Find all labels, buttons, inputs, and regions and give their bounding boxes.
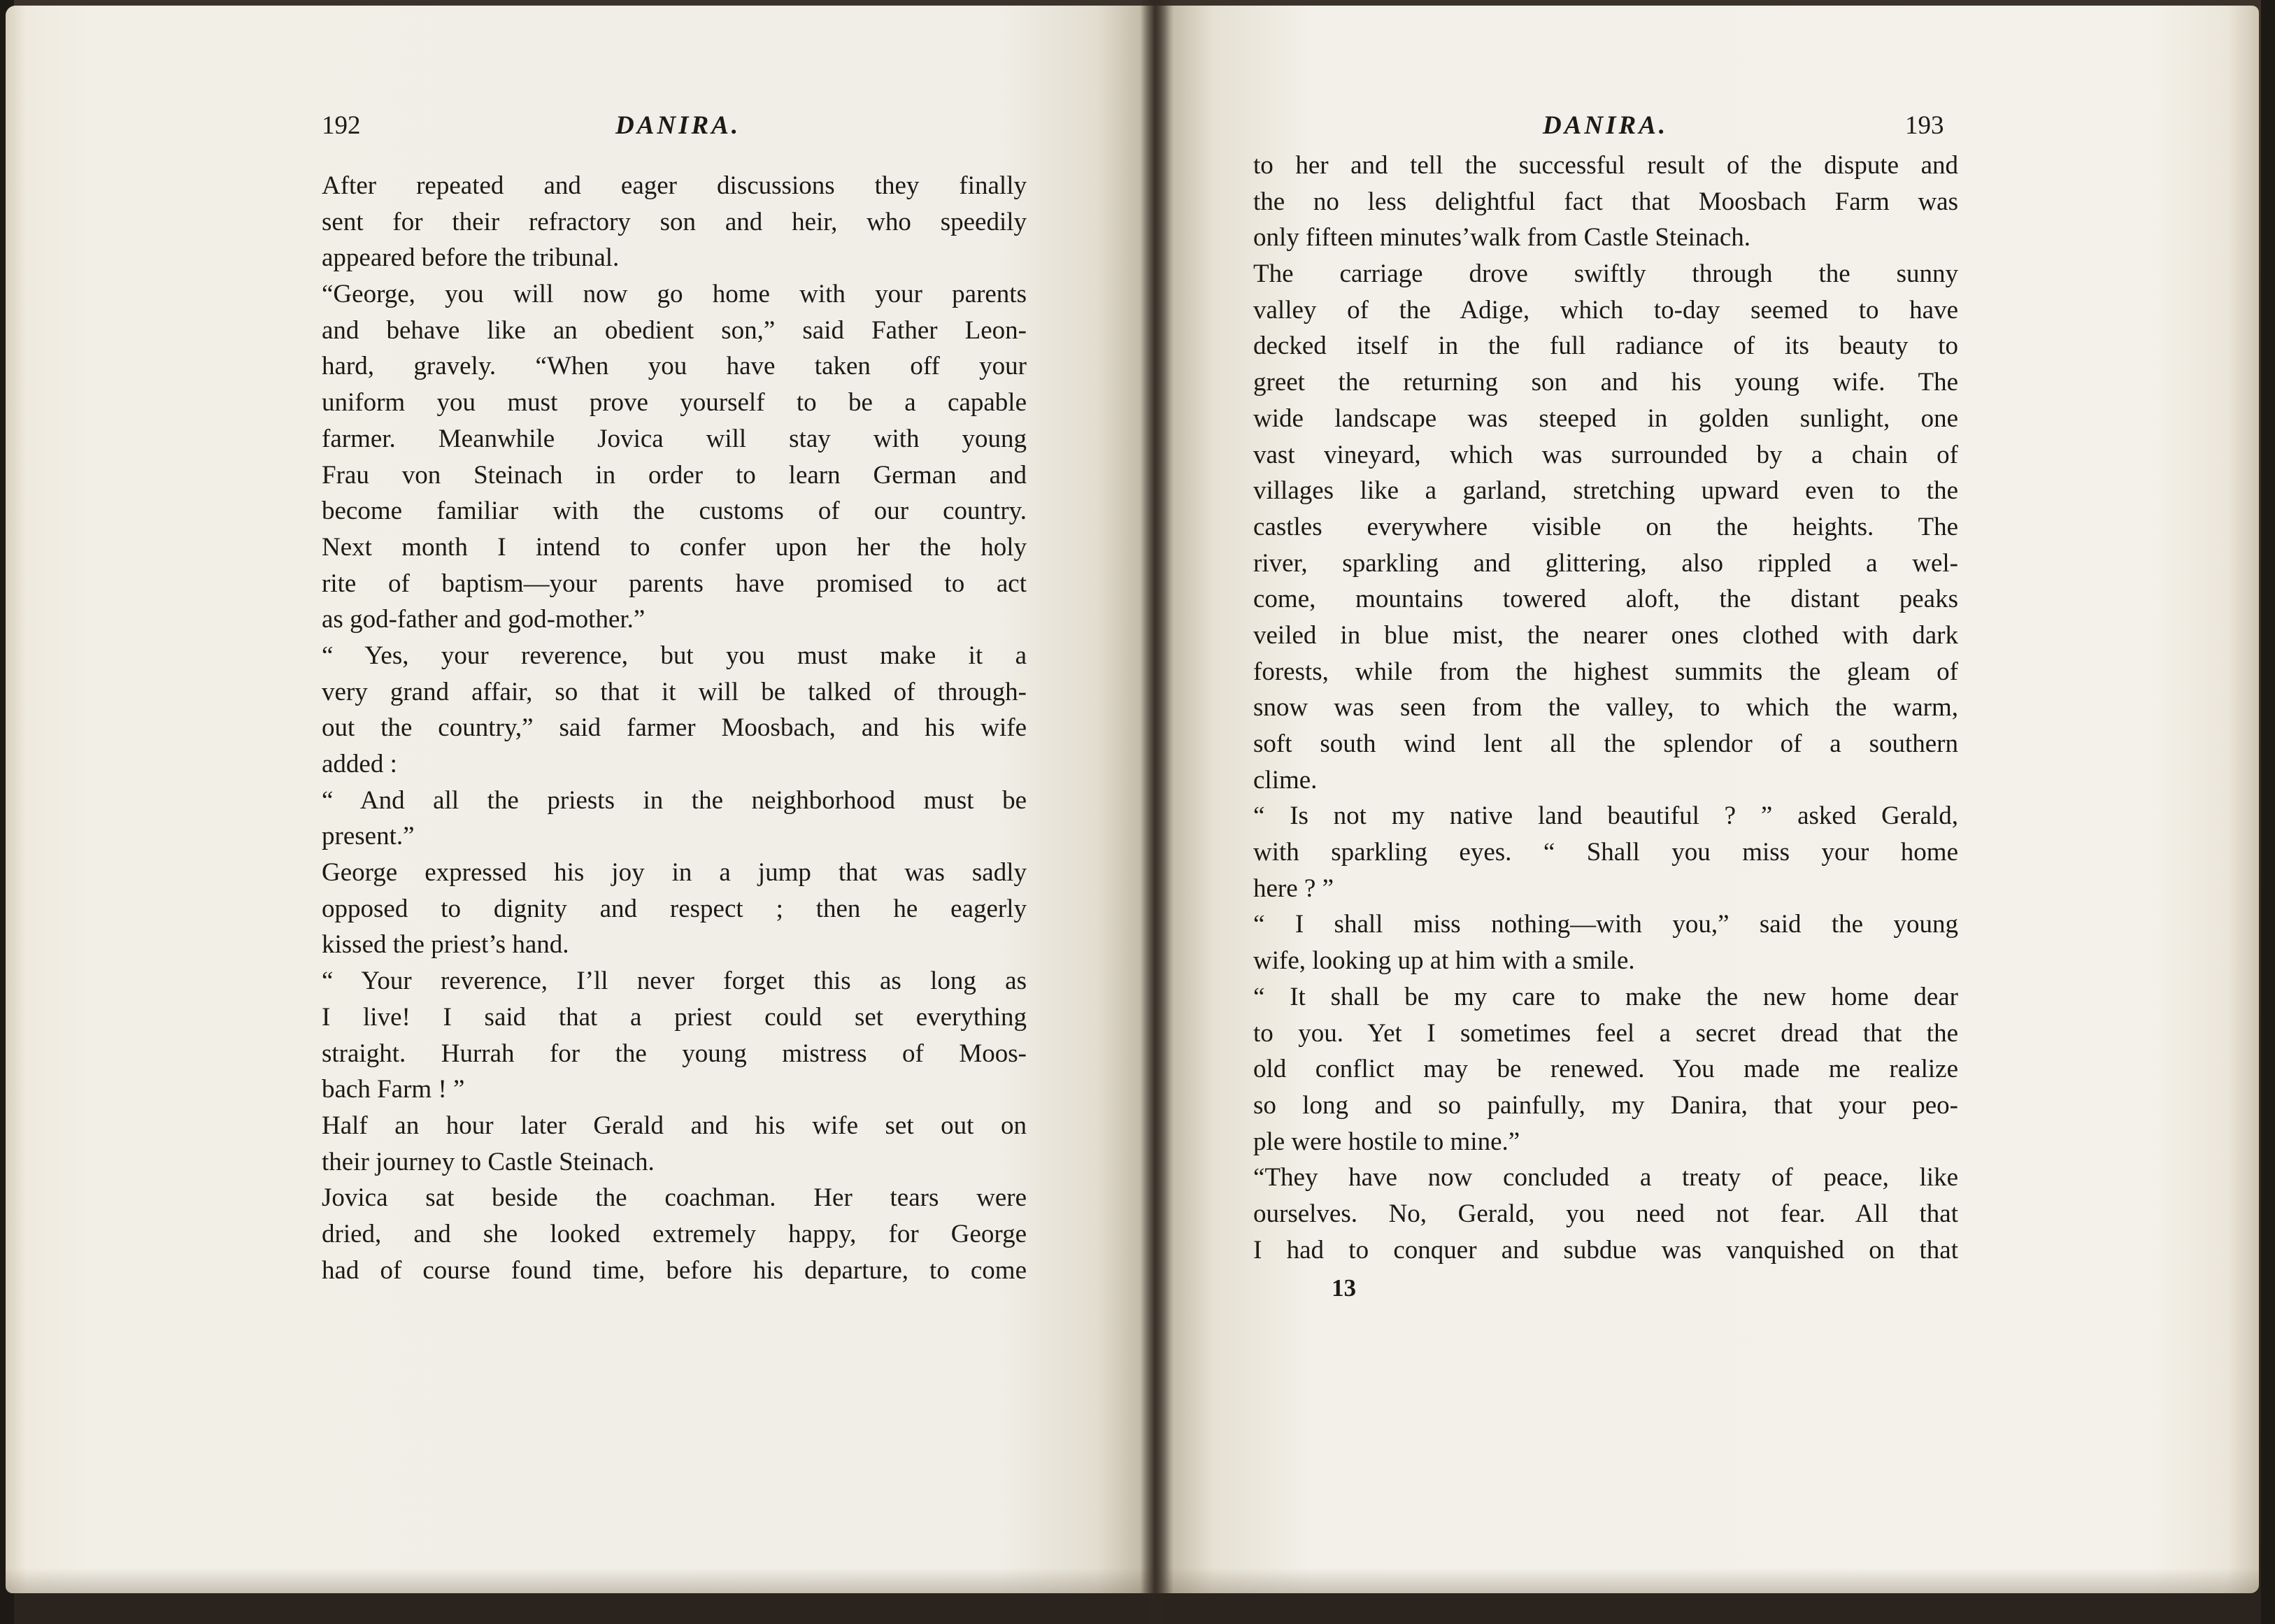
text-line: as god-father and god-mother.” [322,605,646,634]
scan-edge-right [2261,0,2275,1624]
text-line: “They have now concluded a treaty of peace, like [1253,1163,1958,1192]
text-line: had of course found time, before his departure, to come [322,1255,1027,1285]
text-line: vast vineyard, which was surrounded by a chain of [1253,440,1958,469]
text-line: snow was seen from the valley, to which the warm, [1253,693,1958,722]
text-line: I had to conquer and subdue was vanquished on that [1253,1235,1958,1265]
text-line: farmer. Meanwhile Jovica will stay with young [322,424,1027,453]
text-line: dried, and she looked extremely happy, for George [322,1219,1027,1248]
running-title-right: DANIRA. [1543,111,1669,140]
text-line: “ And all the priests in the neighborhood must be [322,785,1027,815]
text-line: Next month I intend to confer upon her the holy [322,532,1027,562]
page-number-left: 192 [322,111,361,140]
text-line: villages like a garland, stretching upward even to the [1253,476,1958,506]
text-line: to her and tell the successful result of the dispute and [1253,151,1958,180]
text-line: ourselves. No, Gerald, you need not fear. All that [1253,1199,1958,1228]
right-page [1157,6,2259,1593]
text-line: hard, gravely. “When you have taken off your [322,352,1027,381]
text-line: “ It shall be my care to make the new home dear [1253,982,1958,1011]
text-line: soft south wind lent all the splendor of a southern [1253,729,1958,758]
right-page-text [1253,148,1958,1268]
text-line: sent for their refractory son and heir, who speedily [322,207,1027,236]
text-line: become familiar with the customs of our country. [322,497,1027,526]
text-line: straight. Hurrah for the young mistress of Moos- [322,1039,1027,1068]
text-line: castles everywhere visible on the heights. The [1253,512,1958,541]
text-line: valley of the Adige, which to-day seemed to have [1253,295,1958,325]
text-line: and behave like an obedient son,” said Father Leon- [322,315,1027,345]
text-line: added : [322,750,397,778]
text-line: The carriage drove swiftly through the sunny [1253,259,1958,289]
text-line: kissed the priest’s hand. [322,930,569,960]
text-line: here ? ” [1253,874,1334,903]
text-line: come, mountains towered aloft, the distant peaks [1253,585,1958,614]
text-line: clime. [1253,765,1318,795]
text-line: “ Is not my native land beautiful ? ” asked Gerald, [1253,802,1958,831]
text-line: out the country,” said farmer Moosbach, and his wife [322,713,1027,743]
text-line: only fifteen minutes’walk from Castle Steinach. [1253,223,1751,252]
left-page-text [322,168,1027,1288]
left-page [6,6,1157,1593]
text-line: uniform you must prove yourself to be a capable [322,388,1027,418]
text-line: “ I shall miss nothing—with you,” said the young [1253,910,1958,939]
text-line: After repeated and eager discussions they finally [322,171,1027,200]
text-line: “ Your reverence, I’ll never forget this as long as [322,967,1027,996]
text-line: opposed to dignity and respect ; then he eagerly [322,894,1027,923]
text-line: Half an hour later Gerald and his wife set out on [322,1111,1027,1140]
text-line: Jovica sat beside the coachman. Her tears were [322,1183,1027,1213]
text-line: “ Yes, your reverence, but you must make it a [322,641,1027,670]
text-line: wife, looking up at him with a smile. [1253,946,1635,976]
text-line: rite of baptism—your parents have promised to act [322,569,1027,598]
text-line: so long and so painfully, my Danira, that your peo- [1253,1090,1958,1120]
text-line: very grand affair, so that it will be talked of through- [322,677,1027,706]
text-line: “George, you will now go home with your parents [322,280,1027,309]
text-line: Frau von Steinach in order to learn German and [322,460,1027,490]
running-title-left: DANIRA. [615,111,741,140]
text-line: decked itself in the full radiance of its beauty to [1253,332,1958,361]
text-line: appeared before the tribunal. [322,243,620,273]
text-line: river, sparkling and glittering, also rippled a wel- [1253,548,1958,578]
text-line: to you. Yet I sometimes feel a secret dread that the [1253,1018,1958,1048]
text-line: wide landscape was steeped in golden sunlight, one [1253,404,1958,433]
text-line: with sparkling eyes. “ Shall you miss your home [1253,838,1958,867]
text-line: the no less delightful fact that Moosbach Farm was [1253,187,1958,216]
text-line: present.” [322,822,415,851]
text-line: bach Farm ! ” [322,1075,465,1104]
page-number-right: 193 [1905,111,1944,140]
text-line: George expressed his joy in a jump that was sadly [322,858,1027,888]
text-line: veiled in blue mist, the nearer ones clothed with dark [1253,620,1958,650]
signature-mark: 13 [1332,1274,1356,1302]
text-line: I live! I said that a priest could set everything [322,1002,1027,1032]
text-line: their journey to Castle Steinach. [322,1147,655,1176]
text-line: forests, while from the highest summits the gleam of [1253,657,1958,686]
text-line: greet the returning son and his young wife. The [1253,368,1958,397]
text-line: ple were hostile to mine.” [1253,1127,1520,1156]
text-line: old conflict may be renewed. You made me realize [1253,1055,1958,1084]
